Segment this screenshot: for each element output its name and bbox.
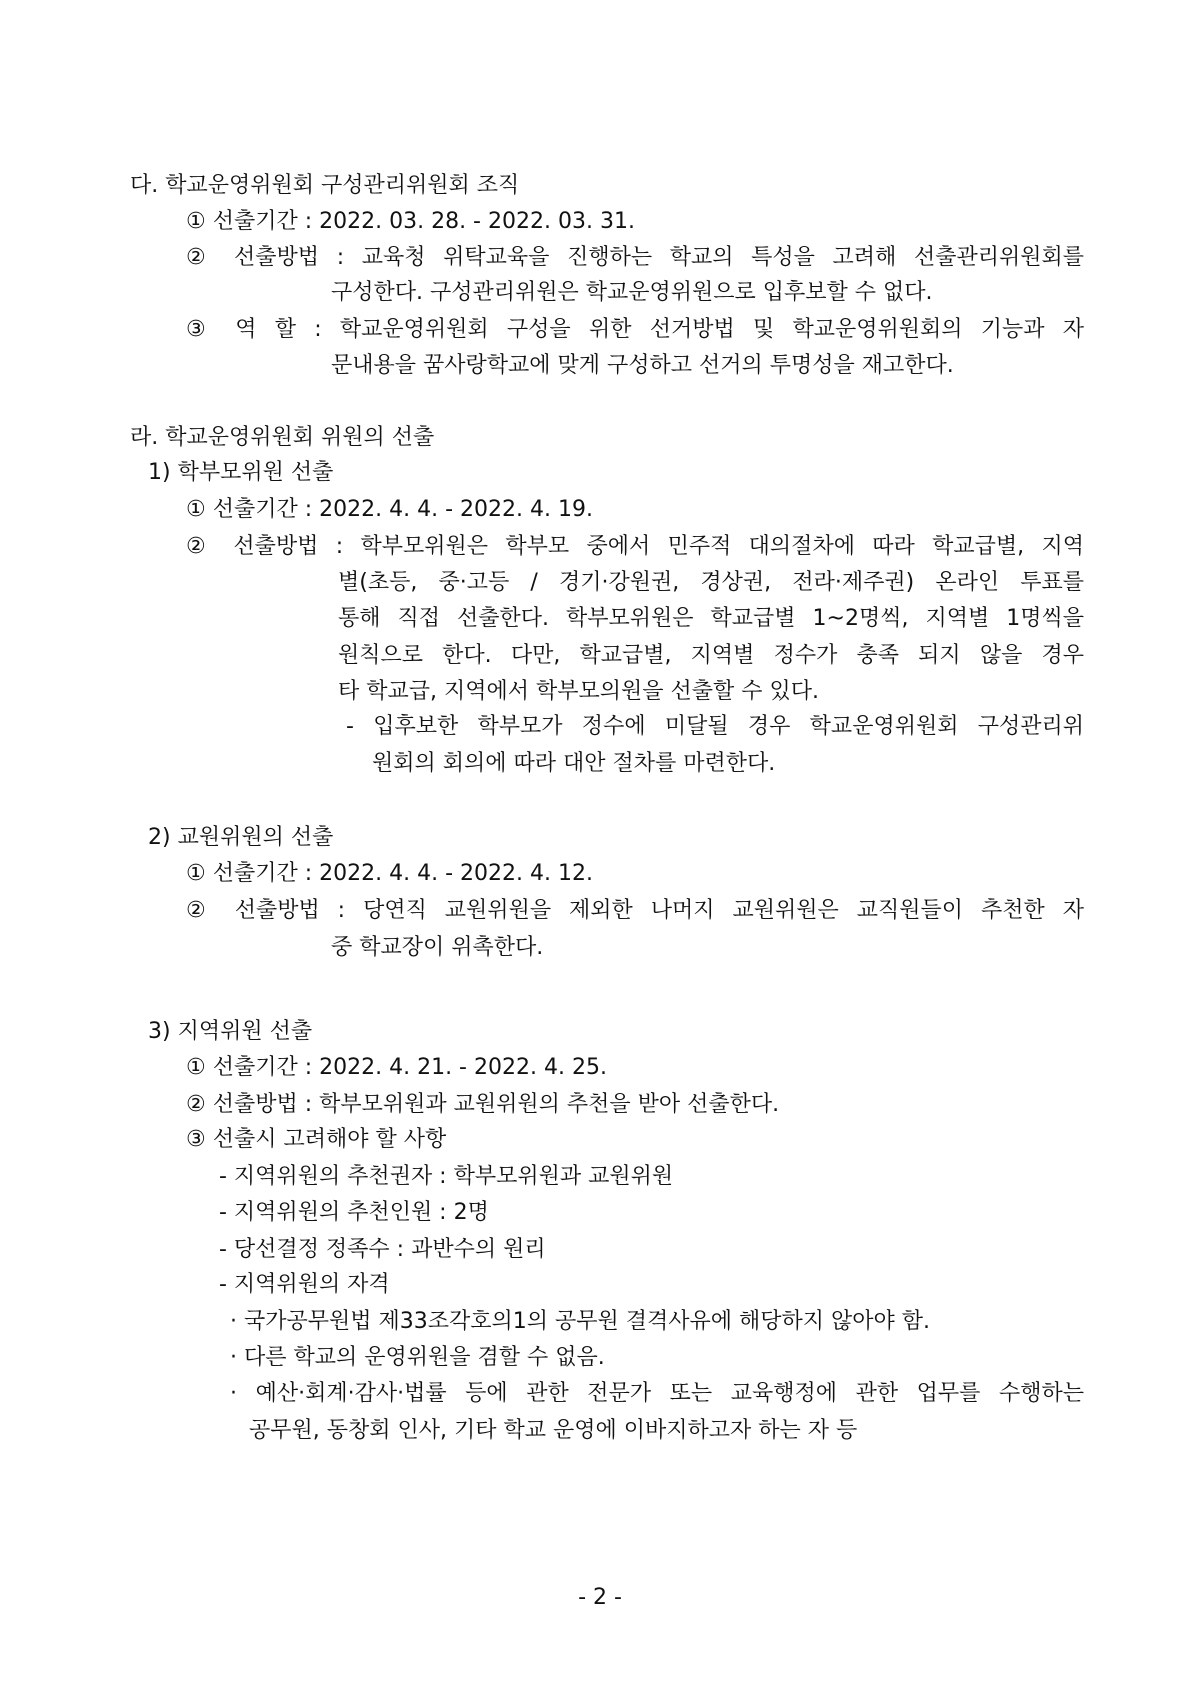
method-line: 중 학교장이 위촉한다. [331,935,544,960]
section-heading: 다. 학교운영위원회 구성관리위원회 조직 [130,173,520,198]
method-line: 별(초등, 중·고등 / 경기·강원권, 경상권, 전라·제주권) 온라인 투표를 [338,570,1084,595]
role-line: ③ 역 할 : 학교운영위원회 구성을 위한 선거방법 및 학교운영위원회의 기능과 자 [186,317,1084,342]
period-line: ① 선출기간 : 2022. 4. 4. - 2022. 4. 12. [186,861,593,886]
consideration-item: - 지역위원의 추천권자 : 학부모위원과 교원위원 [219,1164,674,1189]
subsection-title: 1) 학부모위원 선출 [148,460,334,485]
consideration-item: - 지역위원의 추천인원 : 2명 [219,1200,489,1225]
considerations-title: ③ 선출시 고려해야 할 사항 [186,1127,447,1152]
method-line: ② 선출방법 : 학부모위원은 학부모 중에서 민주적 대의절차에 따라 학교급별, 지역 [186,534,1084,559]
period-line: ① 선출기간 : 2022. 03. 28. - 2022. 03. 31. [186,209,635,234]
qualification-item: · 다른 학교의 운영위원을 겸할 수 없음. [230,1345,605,1370]
note-line: - 입후보한 학부모가 정수에 미달될 경우 학교운영위원회 구성관리위 [346,714,1084,739]
qualification-item: · 예산·회계·감사·법률 등에 관한 전문가 또는 교육행정에 관한 업무를 수행하는 [230,1381,1084,1406]
page-number: - 2 - [578,1585,622,1610]
subsection-title: 3) 지역위원 선출 [148,1019,313,1044]
note-line: 원회의 회의에 따라 대안 절차를 마련한다. [372,751,776,776]
role-line: 문내용을 꿈사랑학교에 맞게 구성하고 선거의 투명성을 재고한다. [331,353,954,378]
period-line: ① 선출기간 : 2022. 4. 4. - 2022. 4. 19. [186,497,593,522]
period-line: ① 선출기간 : 2022. 4. 21. - 2022. 4. 25. [186,1055,607,1080]
method-line: 구성한다. 구성관리위원은 학교운영위원으로 입후보할 수 없다. [331,280,933,305]
method-line: 통해 직접 선출한다. 학부모위원은 학교급별 1~2명씩, 지역별 1명씩을 [338,606,1084,631]
method-line: 원칙으로 한다. 다만, 학교급별, 지역별 정수가 충족 되지 않을 경우 [338,643,1084,668]
subsection-title: 2) 교원위원의 선출 [148,825,334,850]
qualification-item: · 국가공무원법 제33조각호의1의 공무원 결격사유에 해당하지 않아야 함. [230,1309,930,1334]
method-line: ② 선출방법 : 학부모위원과 교원위원의 추천을 받아 선출한다. [186,1092,780,1117]
consideration-item: - 지역위원의 자격 [219,1272,390,1297]
method-line: 타 학교급, 지역에서 학부모의원을 선출할 수 있다. [338,679,819,704]
qualification-item: 공무원, 동창회 인사, 기타 학교 운영에 이바지하고자 하는 자 등 [249,1418,858,1443]
method-line: ② 선출방법 : 교육청 위탁교육을 진행하는 학교의 특성을 고려해 선출관리위원회를 [186,245,1084,270]
section-heading: 라. 학교운영위원회 위원의 선출 [130,425,435,450]
consideration-item: - 당선결정 정족수 : 과반수의 원리 [219,1237,546,1262]
method-line: ② 선출방법 : 당연직 교원위원을 제외한 나머지 교원위원은 교직원들이 추천한 자 [186,898,1084,923]
